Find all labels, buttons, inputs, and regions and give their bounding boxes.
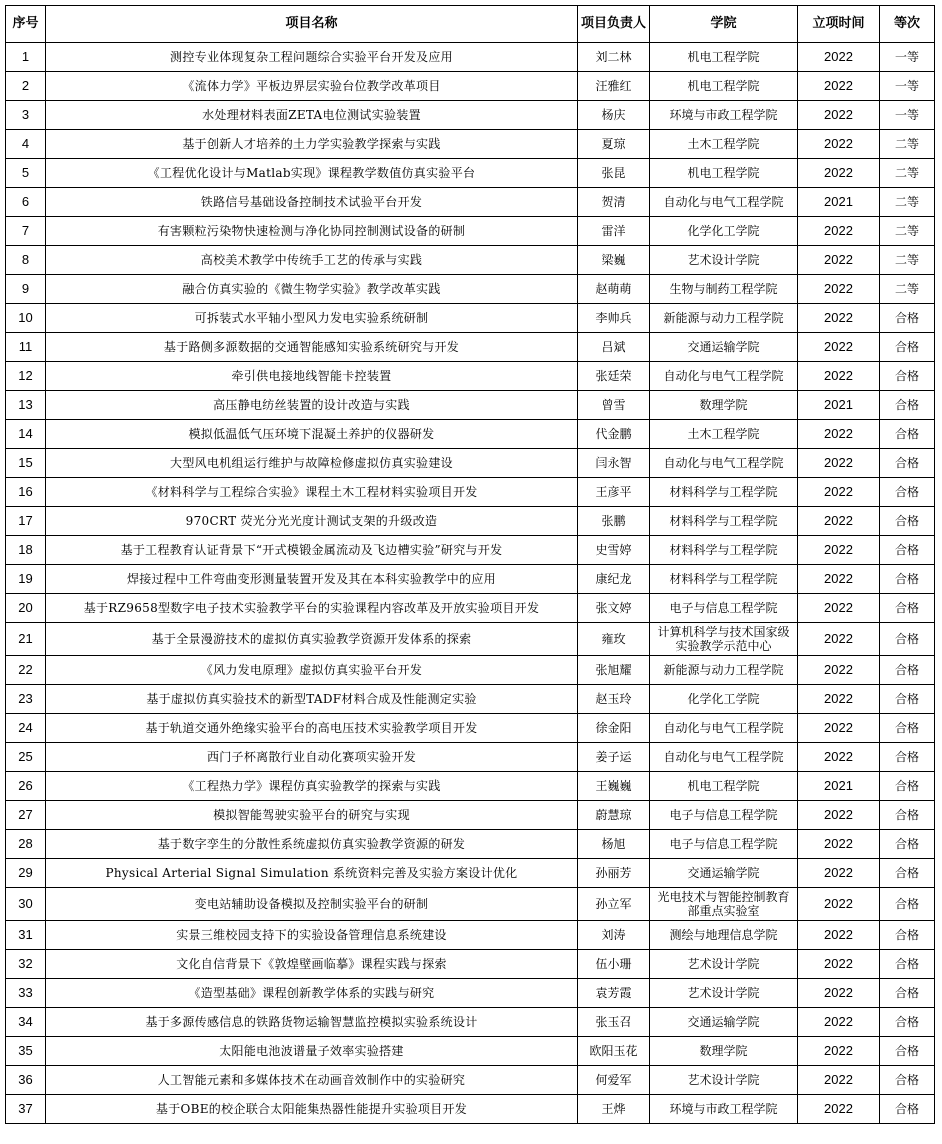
- cell-leader: 张文婷: [578, 594, 650, 623]
- table-row: [6, 478, 935, 507]
- cell-year: 2022: [798, 101, 880, 130]
- table-row: [6, 888, 935, 921]
- cell-project-name: 《风力发电原理》虚拟仿真实验平台开发: [46, 656, 578, 685]
- cell-year: 2022: [798, 159, 880, 188]
- table-row: [6, 362, 935, 391]
- cell-year: 2022: [798, 714, 880, 743]
- cell-leader: 张廷荣: [578, 362, 650, 391]
- cell-leader: 张旭耀: [578, 656, 650, 685]
- cell-no: 1: [6, 43, 46, 72]
- cell-leader: 张玉召: [578, 1008, 650, 1037]
- cell-college: 光电技术与智能控制教育部重点实验室: [650, 888, 798, 921]
- cell-project-name: 基于工程教育认证背景下“开式模锻金属流动及飞边槽实验”研究与开发: [46, 536, 578, 565]
- cell-project-name: 太阳能电池波谱量子效率实验搭建: [46, 1037, 578, 1066]
- cell-grade: 合格: [880, 685, 935, 714]
- cell-grade: 合格: [880, 565, 935, 594]
- cell-college: 自动化与电气工程学院: [650, 449, 798, 478]
- cell-leader: 代金鹏: [578, 420, 650, 449]
- cell-project-name: 模拟低温低气压环境下混凝土养护的仪器研发: [46, 420, 578, 449]
- header-grade: 等次: [880, 6, 935, 43]
- cell-project-name: 基于创新人才培养的土力学实验教学探索与实践: [46, 130, 578, 159]
- cell-year: 2022: [798, 72, 880, 101]
- cell-project-name: 牵引供电接地线智能卡控装置: [46, 362, 578, 391]
- cell-year: 2022: [798, 594, 880, 623]
- table-row: [6, 1066, 935, 1095]
- cell-no: 15: [6, 449, 46, 478]
- table-row: [6, 950, 935, 979]
- cell-project-name: 基于路侧多源数据的交通智能感知实验系统研究与开发: [46, 333, 578, 362]
- cell-college: 环境与市政工程学院: [650, 1095, 798, 1124]
- cell-grade: 合格: [880, 714, 935, 743]
- cell-leader: 刘涛: [578, 921, 650, 950]
- table-row: [6, 43, 935, 72]
- table-row: [6, 565, 935, 594]
- cell-grade: 二等: [880, 159, 935, 188]
- cell-project-name: 《流体力学》平板边界层实验台位教学改革项目: [46, 72, 578, 101]
- cell-college: 机电工程学院: [650, 72, 798, 101]
- cell-no: 14: [6, 420, 46, 449]
- table-row: [6, 101, 935, 130]
- cell-project-name: 模拟智能驾驶实验平台的研究与实现: [46, 801, 578, 830]
- cell-college: 材料科学与工程学院: [650, 565, 798, 594]
- cell-project-name: 铁路信号基础设备控制技术试验平台开发: [46, 188, 578, 217]
- cell-year: 2022: [798, 304, 880, 333]
- cell-grade: 二等: [880, 130, 935, 159]
- table-row: [6, 391, 935, 420]
- cell-leader: 梁巍: [578, 246, 650, 275]
- cell-college: 材料科学与工程学院: [650, 478, 798, 507]
- cell-project-name: 文化自信背景下《敦煌壁画临摹》课程实践与探索: [46, 950, 578, 979]
- cell-leader: 闫永智: [578, 449, 650, 478]
- table-row: [6, 714, 935, 743]
- cell-year: 2022: [798, 685, 880, 714]
- cell-grade: 合格: [880, 1037, 935, 1066]
- cell-grade: 合格: [880, 950, 935, 979]
- cell-year: 2021: [798, 391, 880, 420]
- cell-project-name: 融合仿真实验的《微生物学实验》教学改革实践: [46, 275, 578, 304]
- cell-grade: 合格: [880, 1066, 935, 1095]
- cell-college: 电子与信息工程学院: [650, 801, 798, 830]
- cell-no: 31: [6, 921, 46, 950]
- cell-leader: 欧阳玉花: [578, 1037, 650, 1066]
- cell-year: 2021: [798, 188, 880, 217]
- cell-project-name: 《工程热力学》课程仿真实验教学的探索与实践: [46, 772, 578, 801]
- cell-project-name: 人工智能元素和多媒体技术在动画音效制作中的实验研究: [46, 1066, 578, 1095]
- cell-grade: 合格: [880, 304, 935, 333]
- cell-grade: 合格: [880, 478, 935, 507]
- cell-year: 2022: [798, 1095, 880, 1124]
- table-row: [6, 333, 935, 362]
- cell-leader: 张鹏: [578, 507, 650, 536]
- cell-year: 2022: [798, 217, 880, 246]
- cell-no: 23: [6, 685, 46, 714]
- header-row: [6, 6, 935, 43]
- cell-year: 2022: [798, 888, 880, 921]
- cell-leader: 伍小珊: [578, 950, 650, 979]
- cell-year: 2022: [798, 507, 880, 536]
- table-header: [6, 6, 935, 43]
- cell-grade: 合格: [880, 594, 935, 623]
- cell-college: 电子与信息工程学院: [650, 830, 798, 859]
- cell-grade: 合格: [880, 623, 935, 656]
- table-row: [6, 1008, 935, 1037]
- cell-college: 艺术设计学院: [650, 1066, 798, 1095]
- cell-project-name: 测控专业体现复杂工程问题综合实验平台开发及应用: [46, 43, 578, 72]
- cell-project-name: 基于全景漫游技术的虚拟仿真实验教学资源开发体系的探索: [46, 623, 578, 656]
- table-row: [6, 979, 935, 1008]
- cell-grade: 合格: [880, 772, 935, 801]
- cell-project-name: 焊接过程中工件弯曲变形测量装置开发及其在本科实验教学中的应用: [46, 565, 578, 594]
- cell-leader: 蔚慧琼: [578, 801, 650, 830]
- cell-no: 16: [6, 478, 46, 507]
- cell-leader: 雷洋: [578, 217, 650, 246]
- cell-leader: 孙立军: [578, 888, 650, 921]
- cell-year: 2022: [798, 830, 880, 859]
- header-year: 立项时间: [798, 6, 880, 43]
- cell-project-name: 有害颗粒污染物快速检测与净化协同控制测试设备的研制: [46, 217, 578, 246]
- cell-grade: 合格: [880, 1008, 935, 1037]
- table-row: [6, 159, 935, 188]
- cell-no: 11: [6, 333, 46, 362]
- table-row: [6, 536, 935, 565]
- cell-college: 艺术设计学院: [650, 979, 798, 1008]
- cell-year: 2022: [798, 1008, 880, 1037]
- cell-project-name: 970CRT 荧光分光光度计测试支架的升级改造: [46, 507, 578, 536]
- cell-project-name: 高压静电纺丝装置的设计改造与实践: [46, 391, 578, 420]
- table-row: [6, 921, 935, 950]
- cell-no: 13: [6, 391, 46, 420]
- cell-grade: 合格: [880, 859, 935, 888]
- cell-grade: 二等: [880, 246, 935, 275]
- cell-year: 2022: [798, 743, 880, 772]
- cell-no: 21: [6, 623, 46, 656]
- cell-college: 化学化工学院: [650, 685, 798, 714]
- cell-college: 材料科学与工程学院: [650, 536, 798, 565]
- table-row: [6, 623, 935, 656]
- cell-college: 测绘与地理信息学院: [650, 921, 798, 950]
- cell-no: 30: [6, 888, 46, 921]
- cell-leader: 夏琼: [578, 130, 650, 159]
- cell-college: 自动化与电气工程学院: [650, 714, 798, 743]
- cell-college: 机电工程学院: [650, 159, 798, 188]
- cell-leader: 杨旭: [578, 830, 650, 859]
- table-row: [6, 275, 935, 304]
- cell-college: 艺术设计学院: [650, 246, 798, 275]
- cell-year: 2022: [798, 130, 880, 159]
- cell-no: 28: [6, 830, 46, 859]
- cell-no: 6: [6, 188, 46, 217]
- cell-leader: 贺清: [578, 188, 650, 217]
- cell-leader: 王烨: [578, 1095, 650, 1124]
- table-body: [6, 43, 935, 1124]
- cell-project-name: 水处理材料表面ZETA电位测试实验装置: [46, 101, 578, 130]
- table-row: [6, 72, 935, 101]
- cell-no: 29: [6, 859, 46, 888]
- cell-project-name: 基于RZ9658型数字电子技术实验教学平台的实验课程内容改革及开放实验项目开发: [46, 594, 578, 623]
- cell-project-name: 《工程优化设计与Matlab实现》课程教学数值仿真实验平台: [46, 159, 578, 188]
- cell-leader: 孙丽芳: [578, 859, 650, 888]
- cell-college: 数理学院: [650, 391, 798, 420]
- cell-year: 2022: [798, 801, 880, 830]
- cell-college: 交通运输学院: [650, 859, 798, 888]
- cell-grade: 合格: [880, 362, 935, 391]
- table-row: [6, 772, 935, 801]
- cell-project-name: 可拆装式水平轴小型风力发电实验系统研制: [46, 304, 578, 333]
- cell-leader: 何爱军: [578, 1066, 650, 1095]
- cell-grade: 合格: [880, 656, 935, 685]
- cell-project-name: 基于数字孪生的分散性系统虚拟仿真实验教学资源的研发: [46, 830, 578, 859]
- cell-leader: 张昆: [578, 159, 650, 188]
- table-row: [6, 859, 935, 888]
- cell-leader: 王彦平: [578, 478, 650, 507]
- table-row: [6, 656, 935, 685]
- cell-leader: 李帅兵: [578, 304, 650, 333]
- cell-college: 机电工程学院: [650, 43, 798, 72]
- cell-leader: 史雪婷: [578, 536, 650, 565]
- cell-college: 数理学院: [650, 1037, 798, 1066]
- cell-leader: 康纪龙: [578, 565, 650, 594]
- cell-college: 自动化与电气工程学院: [650, 188, 798, 217]
- cell-leader: 赵玉玲: [578, 685, 650, 714]
- cell-leader: 王巍巍: [578, 772, 650, 801]
- cell-grade: 二等: [880, 188, 935, 217]
- cell-no: 33: [6, 979, 46, 1008]
- cell-college: 土木工程学院: [650, 130, 798, 159]
- cell-grade: 合格: [880, 921, 935, 950]
- cell-college: 交通运输学院: [650, 333, 798, 362]
- cell-no: 17: [6, 507, 46, 536]
- header-no: 序号: [6, 6, 46, 43]
- cell-leader: 徐金阳: [578, 714, 650, 743]
- cell-college: 化学化工学院: [650, 217, 798, 246]
- cell-college: 新能源与动力工程学院: [650, 656, 798, 685]
- cell-year: 2022: [798, 921, 880, 950]
- cell-year: 2022: [798, 449, 880, 478]
- cell-year: 2022: [798, 1066, 880, 1095]
- table-row: [6, 594, 935, 623]
- cell-leader: 杨庆: [578, 101, 650, 130]
- cell-project-name: 变电站辅助设备模拟及控制实验平台的研制: [46, 888, 578, 921]
- cell-year: 2022: [798, 333, 880, 362]
- cell-no: 2: [6, 72, 46, 101]
- cell-no: 27: [6, 801, 46, 830]
- header-college: 学院: [650, 6, 798, 43]
- cell-college: 材料科学与工程学院: [650, 507, 798, 536]
- project-table: [5, 5, 935, 1124]
- cell-year: 2022: [798, 979, 880, 1008]
- cell-year: 2022: [798, 859, 880, 888]
- table-row: [6, 449, 935, 478]
- cell-grade: 合格: [880, 888, 935, 921]
- cell-college: 艺术设计学院: [650, 950, 798, 979]
- cell-no: 22: [6, 656, 46, 685]
- cell-no: 9: [6, 275, 46, 304]
- cell-no: 12: [6, 362, 46, 391]
- cell-college: 自动化与电气工程学院: [650, 743, 798, 772]
- cell-college: 交通运输学院: [650, 1008, 798, 1037]
- cell-grade: 合格: [880, 979, 935, 1008]
- cell-year: 2022: [798, 536, 880, 565]
- table-row: [6, 304, 935, 333]
- table-row: [6, 188, 935, 217]
- cell-no: 35: [6, 1037, 46, 1066]
- cell-college: 计算机科学与技术国家级实验教学示范中心: [650, 623, 798, 656]
- cell-no: 24: [6, 714, 46, 743]
- cell-project-name: 基于多源传感信息的铁路货物运输智慧监控模拟实验系统设计: [46, 1008, 578, 1037]
- cell-grade: 一等: [880, 101, 935, 130]
- table-row: [6, 420, 935, 449]
- table-row: [6, 743, 935, 772]
- cell-no: 18: [6, 536, 46, 565]
- cell-grade: 合格: [880, 1095, 935, 1124]
- table-row: [6, 801, 935, 830]
- cell-year: 2022: [798, 478, 880, 507]
- table-row: [6, 830, 935, 859]
- cell-no: 19: [6, 565, 46, 594]
- cell-leader: 曾雪: [578, 391, 650, 420]
- cell-project-name: 西门子杯离散行业自动化赛项实验开发: [46, 743, 578, 772]
- cell-leader: 袁芳霞: [578, 979, 650, 1008]
- cell-college: 电子与信息工程学院: [650, 594, 798, 623]
- cell-leader: 汪雅红: [578, 72, 650, 101]
- cell-project-name: 大型风电机组运行维护与故障检修虚拟仿真实验建设: [46, 449, 578, 478]
- cell-grade: 合格: [880, 743, 935, 772]
- table-row: [6, 1095, 935, 1124]
- cell-college: 环境与市政工程学院: [650, 101, 798, 130]
- cell-grade: 二等: [880, 275, 935, 304]
- cell-grade: 合格: [880, 801, 935, 830]
- cell-no: 34: [6, 1008, 46, 1037]
- cell-no: 36: [6, 1066, 46, 1095]
- cell-college: 生物与制药工程学院: [650, 275, 798, 304]
- cell-leader: 吕斌: [578, 333, 650, 362]
- cell-no: 3: [6, 101, 46, 130]
- cell-college: 机电工程学院: [650, 772, 798, 801]
- cell-project-name: Physical Arterial Signal Simulation 系统资料完善及实验方案设计优化: [46, 859, 578, 888]
- cell-grade: 二等: [880, 217, 935, 246]
- cell-year: 2022: [798, 950, 880, 979]
- cell-grade: 合格: [880, 507, 935, 536]
- cell-no: 32: [6, 950, 46, 979]
- table-row: [6, 130, 935, 159]
- cell-year: 2022: [798, 43, 880, 72]
- cell-college: 自动化与电气工程学院: [650, 362, 798, 391]
- cell-leader: 姜子运: [578, 743, 650, 772]
- table-row: [6, 507, 935, 536]
- cell-no: 10: [6, 304, 46, 333]
- cell-grade: 一等: [880, 43, 935, 72]
- cell-project-name: 高校美术教学中传统手工艺的传承与实践: [46, 246, 578, 275]
- header-leader: 项目负责人: [578, 6, 650, 43]
- cell-project-name: 基于OBE的校企联合太阳能集热器性能提升实验项目开发: [46, 1095, 578, 1124]
- cell-year: 2022: [798, 565, 880, 594]
- table-row: [6, 246, 935, 275]
- cell-year: 2022: [798, 656, 880, 685]
- cell-college: 土木工程学院: [650, 420, 798, 449]
- cell-no: 8: [6, 246, 46, 275]
- cell-project-name: 基于虚拟仿真实验技术的新型TADF材料合成及性能测定实验: [46, 685, 578, 714]
- cell-grade: 合格: [880, 391, 935, 420]
- cell-leader: 刘二林: [578, 43, 650, 72]
- cell-grade: 合格: [880, 536, 935, 565]
- cell-no: 25: [6, 743, 46, 772]
- cell-project-name: 实景三维校园支持下的实验设备管理信息系统建设: [46, 921, 578, 950]
- cell-year: 2022: [798, 275, 880, 304]
- cell-grade: 合格: [880, 420, 935, 449]
- table-row: [6, 1037, 935, 1066]
- cell-year: 2022: [798, 623, 880, 656]
- cell-no: 7: [6, 217, 46, 246]
- cell-grade: 一等: [880, 72, 935, 101]
- cell-no: 26: [6, 772, 46, 801]
- header-name: 项目名称: [46, 6, 578, 43]
- cell-leader: 赵萌萌: [578, 275, 650, 304]
- cell-no: 37: [6, 1095, 46, 1124]
- cell-leader: 雍玫: [578, 623, 650, 656]
- cell-grade: 合格: [880, 333, 935, 362]
- cell-grade: 合格: [880, 449, 935, 478]
- cell-college: 新能源与动力工程学院: [650, 304, 798, 333]
- table-row: [6, 217, 935, 246]
- cell-year: 2022: [798, 362, 880, 391]
- cell-no: 4: [6, 130, 46, 159]
- cell-year: 2022: [798, 420, 880, 449]
- cell-year: 2022: [798, 1037, 880, 1066]
- cell-year: 2022: [798, 246, 880, 275]
- cell-project-name: 基于轨道交通外绝缘实验平台的高电压技术实验教学项目开发: [46, 714, 578, 743]
- table-row: [6, 685, 935, 714]
- cell-grade: 合格: [880, 830, 935, 859]
- cell-no: 20: [6, 594, 46, 623]
- cell-project-name: 《造型基础》课程创新教学体系的实践与研究: [46, 979, 578, 1008]
- cell-project-name: 《材料科学与工程综合实验》课程土木工程材料实验项目开发: [46, 478, 578, 507]
- cell-year: 2021: [798, 772, 880, 801]
- cell-no: 5: [6, 159, 46, 188]
